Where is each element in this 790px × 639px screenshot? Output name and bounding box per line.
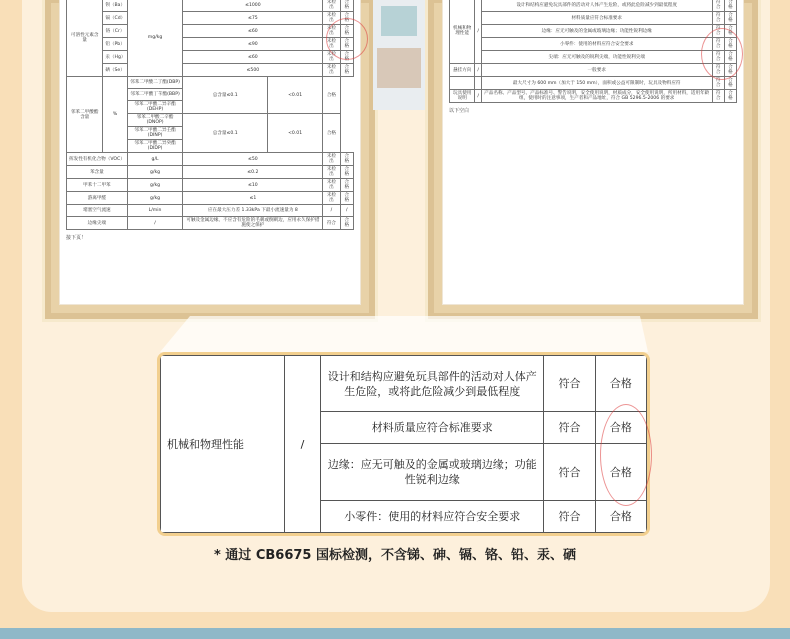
unit-cell: / xyxy=(475,0,482,64)
zoom-stamp xyxy=(600,404,652,506)
verdict-cell: 合格 xyxy=(340,217,353,230)
requirement-cell: 材料质量应符合标准要求 xyxy=(321,412,544,444)
group-cell: 玩具使用说明 xyxy=(450,90,475,103)
item-cell: 硒（Se） xyxy=(103,64,127,77)
limit-cell: ≤0.2 xyxy=(183,166,323,179)
unit-cell: / xyxy=(284,356,321,533)
result-cell: 符合 xyxy=(544,444,595,500)
limit-cell: ≤50 xyxy=(183,153,323,166)
limit-cell: ≤60 xyxy=(183,25,323,38)
verdict-cell: 合格 xyxy=(340,166,353,179)
verdict-cell: 合格 xyxy=(340,51,353,64)
unit-cell: L/min xyxy=(127,205,183,217)
unit-cell: g/kg xyxy=(127,179,183,192)
verdict-cell: / xyxy=(340,205,353,217)
item-cell: 镉（Cd） xyxy=(103,12,127,25)
unit-cell: / xyxy=(475,90,482,103)
requirement-cell: 设计和结构应避免玩具部件的活动对人体产生危险，或将此危险减少到最低程度 xyxy=(321,356,544,412)
item-cell: 邻苯二甲酸二辛酯(DNOP) xyxy=(127,114,183,127)
limit-cell: ≤90 xyxy=(183,38,323,51)
result-cell: 符合 xyxy=(712,38,724,51)
unit-cell: mg/kg xyxy=(127,0,183,77)
verdict-cell: 合格 xyxy=(340,179,353,192)
verdict-cell: 合格 xyxy=(340,64,353,77)
group-cell: 可溶性元素含量 xyxy=(67,0,103,77)
requirement-cell: 边缘：应无可触及的金属或玻璃边缘；功能性锐利边缘 xyxy=(481,25,712,38)
verdict-cell: 合格 xyxy=(724,12,736,25)
requirement-cell: 小零件：使用的材料应符合安全要求 xyxy=(321,500,544,532)
verdict-cell: 合格 xyxy=(340,25,353,38)
result-cell: 符合 xyxy=(712,77,724,90)
item-cell: 边缘尖端 xyxy=(67,217,128,230)
left-note: 接下页！ xyxy=(66,235,87,241)
group-cell: 邻苯二甲酸酯含量 xyxy=(67,77,103,153)
result-cell: 未检出 xyxy=(323,179,340,192)
item-cell: 邻苯二甲酸二丁酯(DBP) xyxy=(127,77,183,89)
unit-cell: / xyxy=(127,217,183,230)
result-cell: <0.01 xyxy=(267,114,322,153)
result-cell: 未检出 xyxy=(323,38,340,51)
result-cell: 未检出 xyxy=(323,25,340,38)
verdict-cell: 合格 xyxy=(340,153,353,166)
result-cell: 符合 xyxy=(544,356,595,412)
requirement-cell: 尖端：应无可触及的锐利尖端，功能性锐利尖端 xyxy=(481,51,712,64)
limit-cell: 可触及金属边缘、不应含有危险的毛刺或倒刺边，应用永久保护措施使之保护 xyxy=(183,217,323,230)
result-cell: 未检出 xyxy=(323,64,340,77)
requirement-cell: 最大尺寸为 600 mm（加大于 150 mm），面积或公益可限制时，玩具及物料应符 xyxy=(481,77,712,90)
unit-cell: / xyxy=(475,64,482,77)
limit-cell: ≤1 xyxy=(183,192,323,205)
item-cell: 堵塞空气流速 xyxy=(67,205,128,217)
verdict-cell: 合格 xyxy=(595,356,646,412)
caption: * 通过 CB6675 国标检测，不含锑、砷、镉、铬、铅、汞、硒 xyxy=(213,548,576,563)
verdict-cell: 合格 xyxy=(323,77,340,114)
item-cell: 挥发性有机化合物（VOC） xyxy=(67,153,128,166)
item-cell: 甲苯十二甲苯 xyxy=(67,179,128,192)
requirement-cell: 材料质量应符合标准要求 xyxy=(481,12,712,25)
limit-cell: ≤75 xyxy=(183,12,323,25)
verdict-cell: 合格 xyxy=(595,444,646,500)
verdict-cell: 合格 xyxy=(340,12,353,25)
requirement-cell: 边缘：应无可触及的金属或玻璃边缘；功能性锐利边缘 xyxy=(321,444,544,500)
zoomed-table xyxy=(157,352,650,536)
result-cell: 符合 xyxy=(544,412,595,444)
result-cell: 符合 xyxy=(712,64,724,77)
verdict-cell: 合格 xyxy=(340,192,353,205)
zoom-table xyxy=(160,355,647,533)
unit-cell: g/kg xyxy=(127,192,183,205)
category-cell: 机械和物理性能 xyxy=(161,356,285,533)
verdict-cell: 合格 xyxy=(724,51,736,64)
limit-cell: 应在最大压力差 1.33kPa 下最小流速量为 8 xyxy=(183,205,323,217)
result-cell: 符合 xyxy=(712,0,724,12)
result-cell: 符合 xyxy=(712,12,724,25)
group-cell: 悬挂方向 xyxy=(450,64,475,77)
item-cell: 游离甲醛 xyxy=(67,192,128,205)
result-cell: 符合 xyxy=(712,25,724,38)
item-cell: 邻苯二甲酸二异辛酯(DEHP) xyxy=(127,101,183,114)
limit-cell: ≤500 xyxy=(183,64,323,77)
result-cell: 未检出 xyxy=(323,12,340,25)
result-cell: 未检出 xyxy=(323,192,340,205)
result-cell: <0.01 xyxy=(267,77,322,114)
verdict-cell: 合格 xyxy=(340,38,353,51)
verdict-cell: 合格 xyxy=(724,38,736,51)
result-cell: 未检出 xyxy=(323,166,340,179)
item-cell: 铬（Cr） xyxy=(103,25,127,38)
verdict-cell: 合格 xyxy=(595,412,646,444)
verdict-cell: 合格 xyxy=(724,25,736,38)
verdict-cell: 合格 xyxy=(340,0,353,12)
result-cell: 符合 xyxy=(544,500,595,532)
table-row xyxy=(161,356,647,412)
verdict-cell: 合格 xyxy=(724,0,736,12)
limit-cell: ≤60 xyxy=(183,51,323,64)
item-cell: 铅（Pb） xyxy=(103,38,127,51)
verdict-cell: 合格 xyxy=(724,90,736,103)
unit-cell: g/L xyxy=(127,153,183,166)
item-cell: 钡（Ba） xyxy=(103,0,127,12)
limit-cell: ≤1000 xyxy=(183,0,323,12)
result-cell: 未检出 xyxy=(323,153,340,166)
result-cell: / xyxy=(323,205,340,217)
result-cell: 符合 xyxy=(712,90,724,103)
limit-cell: ≤10 xyxy=(183,179,323,192)
result-cell: 未检出 xyxy=(323,0,340,12)
unit-cell: g/kg xyxy=(127,166,183,179)
group-cell: 机械和物理性能 xyxy=(450,0,475,64)
item-cell: 苯含量 xyxy=(67,166,128,179)
verdict-cell: 合格 xyxy=(595,500,646,532)
verdict-cell: 合格 xyxy=(323,114,340,153)
limit-cell: 总含量≤0.1 xyxy=(183,114,268,153)
verdict-cell: 合格 xyxy=(724,64,736,77)
requirement-cell: 小零件：使用的材料应符合安全要求 xyxy=(481,38,712,51)
bottom-strip xyxy=(0,628,790,639)
requirement-cell: 一般要求 xyxy=(481,64,712,77)
item-cell: 邻苯二甲酸二异癸酯(DIDP) xyxy=(127,140,183,153)
verdict-cell: 合格 xyxy=(724,77,736,90)
requirement-cell: 设计和结构应避免玩具部件的活动对人体产生危险，或将此危险减少到最低程度 xyxy=(481,0,712,12)
result-cell: 符合 xyxy=(712,51,724,64)
right-note: 以下空白 xyxy=(449,108,470,114)
requirement-cell: 产品名称、产品型号、产品标准号、警告说明，安全使用说明，材质成分，安全使用说明，所用材料，适用年龄组，使用时的注意事项，生产者和产品地址，符合 GB 5296.5-2006 的要求 xyxy=(481,90,712,103)
item-cell: 邻苯二甲酸二异壬酯(DINP) xyxy=(127,127,183,140)
result-cell: 未检出 xyxy=(323,51,340,64)
unit-cell: % xyxy=(103,77,127,153)
item-cell: 邻苯二甲酸丁苄酯(BBP) xyxy=(127,89,183,101)
item-cell: 汞（Hg） xyxy=(103,51,127,64)
result-cell: 符合 xyxy=(323,217,340,230)
limit-cell: 总含量≤0.1 xyxy=(183,77,268,114)
